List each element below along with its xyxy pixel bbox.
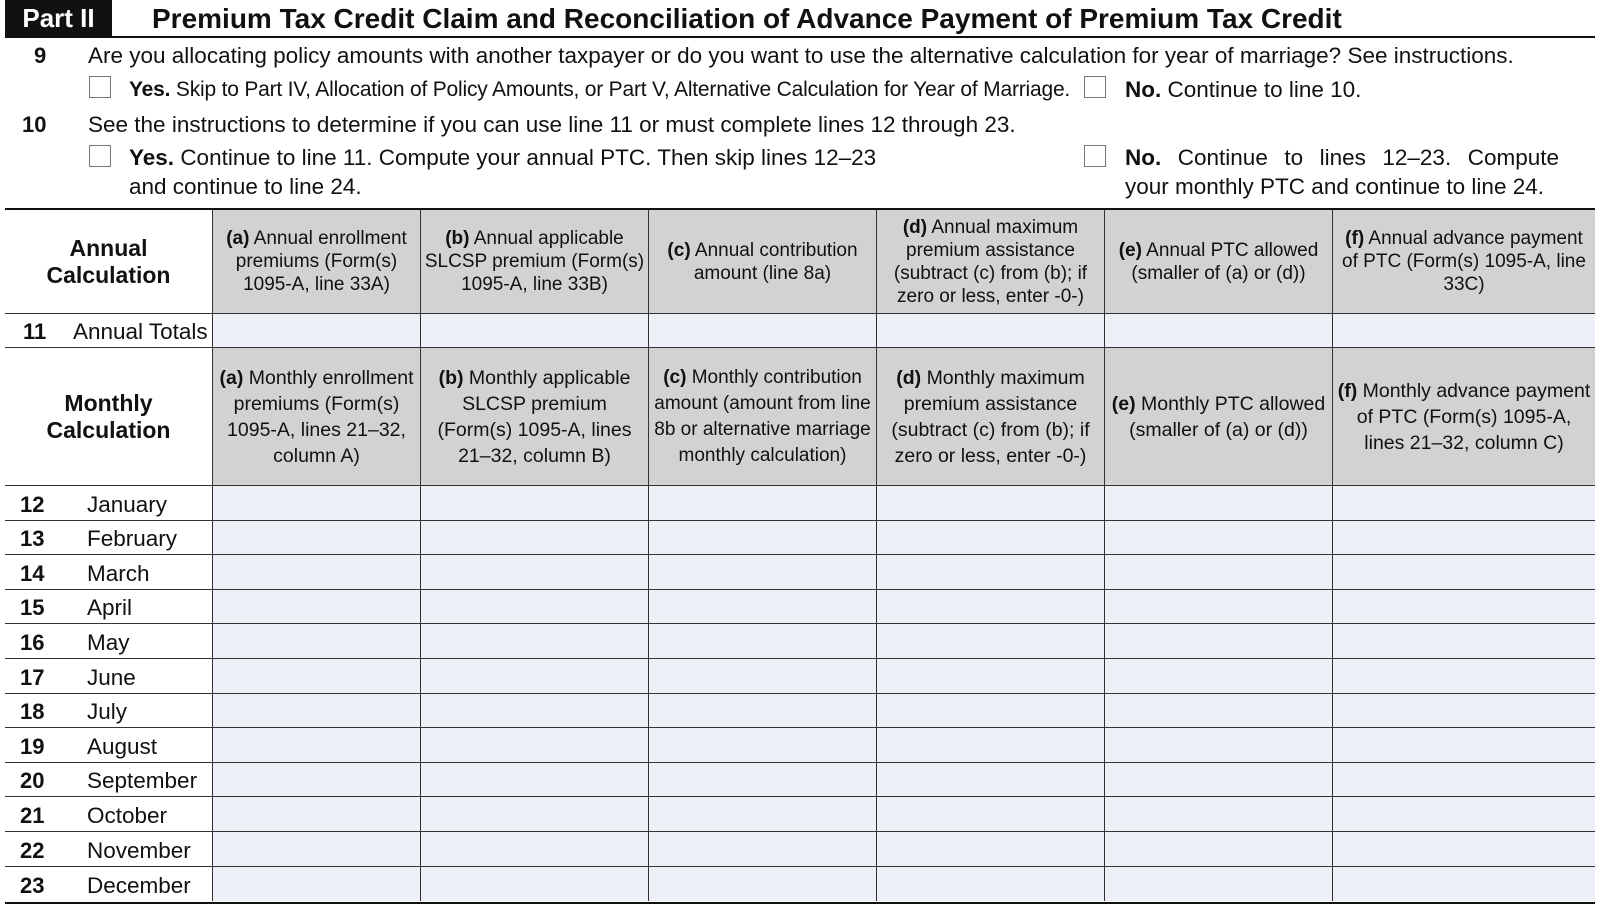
col-letter: (b)	[438, 366, 464, 389]
monthly-row	[5, 763, 1595, 798]
monthly-row	[5, 624, 1595, 659]
ptc-calculation-table	[5, 208, 1595, 904]
monthly-col-b-input[interactable]	[420, 832, 648, 866]
monthly-col-b-input[interactable]	[420, 486, 648, 520]
monthly-row-label	[5, 590, 212, 624]
monthly-col-f-header	[1332, 348, 1595, 485]
monthly-col-b-input[interactable]	[420, 659, 648, 693]
monthly-col-e-input[interactable]	[1104, 659, 1332, 693]
col-letter: (e)	[1111, 392, 1136, 415]
annual-totals-row	[5, 314, 1595, 348]
monthly-row-label	[5, 659, 212, 693]
monthly-row-label	[5, 624, 212, 658]
monthly-row-label	[5, 521, 212, 555]
annual-title-line-2: Calculation	[46, 261, 171, 288]
line-9-yes-text: Skip to Part IV, Allocation of Policy Amounts, or Part V, Alternative Calculation for Year of Marriage.	[175, 78, 1071, 101]
monthly-col-c-input[interactable]	[648, 694, 876, 728]
monthly-col-d-input[interactable]	[876, 694, 1104, 728]
monthly-col-b-input[interactable]	[420, 763, 648, 797]
line-9-yes-checkbox[interactable]	[89, 76, 111, 98]
monthly-row-label	[5, 832, 212, 866]
month-label: January	[87, 491, 168, 517]
line-11-col-f-input[interactable]	[1332, 314, 1595, 347]
monthly-col-a-input[interactable]	[212, 694, 420, 728]
col-letter: (a)	[219, 366, 244, 389]
monthly-col-f-input[interactable]	[1332, 624, 1595, 658]
line-9-number: 9	[34, 43, 47, 68]
line-number: 22	[20, 837, 45, 863]
part-title: Premium Tax Credit Claim and Reconciliation of Advance Payment of Premium Tax Credit	[152, 3, 1342, 34]
line-9-yes-label: Yes.	[129, 78, 171, 101]
monthly-row	[5, 832, 1595, 867]
monthly-col-b-input[interactable]	[420, 728, 648, 762]
col-letter: (d)	[896, 366, 922, 389]
monthly-header-row	[5, 348, 1595, 486]
monthly-col-c-input[interactable]	[648, 867, 876, 902]
annual-totals-text: Annual Totals	[73, 319, 208, 344]
line-10-yes-label: Yes.	[129, 145, 175, 170]
monthly-col-b-input[interactable]	[420, 867, 648, 902]
monthly-col-b-input[interactable]	[420, 694, 648, 728]
monthly-col-a-input[interactable]	[212, 832, 420, 866]
monthly-col-e-input[interactable]	[1104, 763, 1332, 797]
monthly-col-c-header	[648, 348, 876, 485]
monthly-col-c-input[interactable]	[648, 763, 876, 797]
monthly-col-c-input[interactable]	[648, 486, 876, 520]
col-text: Monthly PTC allowed (smaller of (a) or (d))	[1129, 392, 1326, 441]
line-11-col-b-input[interactable]	[420, 314, 648, 347]
monthly-col-d-input[interactable]	[876, 763, 1104, 797]
monthly-col-d-input[interactable]	[876, 797, 1104, 831]
monthly-col-d-input[interactable]	[876, 728, 1104, 762]
month-label: August	[87, 733, 158, 759]
line-9-question: Are you allocating policy amounts with another taxpayer or do you want to use the alternative calculation for year of marriage? See instructions.	[88, 43, 1514, 68]
month-label: October	[87, 802, 168, 828]
monthly-row-label	[5, 867, 212, 902]
monthly-col-a-input[interactable]	[212, 555, 420, 589]
monthly-col-c-input[interactable]	[648, 728, 876, 762]
monthly-col-b-input[interactable]	[420, 624, 648, 658]
month-label: March	[87, 560, 150, 586]
line-number: 19	[20, 733, 45, 759]
monthly-col-b-input[interactable]	[420, 797, 648, 831]
monthly-col-e-input[interactable]	[1104, 694, 1332, 728]
annual-header-row	[5, 210, 1595, 314]
line-number: 13	[20, 526, 45, 552]
month-label: February	[87, 526, 178, 552]
line-10-number: 10	[22, 112, 47, 137]
monthly-col-d-input[interactable]	[876, 521, 1104, 555]
line-number: 16	[20, 629, 45, 655]
line-number: 18	[20, 699, 45, 725]
line-number: 17	[20, 664, 45, 690]
monthly-col-a-input[interactable]	[212, 624, 420, 658]
monthly-row	[5, 486, 1595, 521]
monthly-row-label	[5, 797, 212, 831]
annual-col-f-header	[1332, 210, 1595, 313]
monthly-row-label	[5, 728, 212, 762]
line-9-no-label: No.	[1125, 77, 1162, 102]
annual-col-b-header	[420, 210, 648, 313]
line-10-question: See the instructions to determine if you can use line 11 or must complete lines 12 through 23.	[88, 112, 1016, 137]
monthly-col-a-input[interactable]	[212, 590, 420, 624]
line-11-col-c-input[interactable]	[648, 314, 876, 347]
monthly-row	[5, 728, 1595, 763]
monthly-row	[5, 659, 1595, 694]
col-letter: (a)	[226, 228, 250, 249]
monthly-col-d-input[interactable]	[876, 659, 1104, 693]
monthly-col-f-input[interactable]	[1332, 728, 1595, 762]
monthly-row-label	[5, 694, 212, 728]
part-header	[5, 0, 1595, 38]
line-10-no-text-1: Continue to lines 12–23. Compute	[1177, 145, 1559, 170]
monthly-col-f-input[interactable]	[1332, 659, 1595, 693]
monthly-row	[5, 555, 1595, 590]
col-letter: (b)	[445, 228, 470, 249]
monthly-col-b-header	[420, 348, 648, 485]
col-letter: (f)	[1345, 228, 1365, 249]
annual-totals-label	[5, 314, 212, 347]
annual-col-a-header	[212, 210, 420, 313]
line-number: 21	[20, 802, 45, 828]
line-10-yes-text-1: Continue to line 11. Compute your annual PTC. Then skip lines 12–23	[180, 145, 877, 170]
col-text: Monthly applicable SLCSP premium (Form(s) 1095-A, lines 21–32, column B)	[437, 366, 632, 467]
monthly-row	[5, 694, 1595, 729]
monthly-col-d-input[interactable]	[876, 832, 1104, 866]
monthly-col-e-input[interactable]	[1104, 486, 1332, 520]
annual-col-e-header	[1104, 210, 1332, 313]
col-text: Monthly enrollment premiums (Form(s) 1095-A, lines 21–32, column A)	[227, 366, 414, 467]
part-label: Part II	[5, 0, 112, 36]
monthly-col-a-header	[212, 348, 420, 485]
monthly-row	[5, 590, 1595, 625]
col-letter: (f)	[1337, 379, 1358, 402]
line-10-yes-checkbox[interactable]	[89, 145, 111, 167]
monthly-row	[5, 867, 1595, 902]
month-label: November	[87, 837, 191, 863]
line-11-col-e-input[interactable]	[1104, 314, 1332, 347]
col-text: Annual advance payment of PTC (Form(s) 1095-A, line 33C)	[1342, 228, 1586, 295]
col-text: Monthly advance payment of PTC (Form(s) 1095-A, lines 21–32, column C)	[1356, 379, 1591, 454]
month-label: July	[87, 699, 128, 725]
monthly-row-label	[5, 486, 212, 520]
monthly-col-e-input[interactable]	[1104, 590, 1332, 624]
line-number: 20	[20, 768, 45, 794]
monthly-col-a-input[interactable]	[212, 659, 420, 693]
monthly-col-f-input[interactable]	[1332, 590, 1595, 624]
monthly-col-b-input[interactable]	[420, 521, 648, 555]
line-number: 23	[20, 873, 45, 899]
line-11-col-d-input[interactable]	[876, 314, 1104, 347]
monthly-col-f-input[interactable]	[1332, 867, 1595, 902]
monthly-col-e-header	[1104, 348, 1332, 485]
monthly-col-c-input[interactable]	[648, 590, 876, 624]
month-label: December	[87, 873, 191, 899]
col-text: Monthly contribution amount (amount from line 8b or alternative marriage monthly calculation)	[654, 366, 871, 466]
monthly-row-label	[5, 555, 212, 589]
col-letter: (c)	[663, 366, 687, 388]
monthly-col-c-input[interactable]	[648, 832, 876, 866]
line-9-yes-option	[129, 75, 1070, 104]
monthly-col-d-input[interactable]	[876, 624, 1104, 658]
col-text: Annual contribution amount (line 8a)	[693, 239, 858, 284]
monthly-col-a-input[interactable]	[212, 521, 420, 555]
line-10-no-text-2: your monthly PTC and continue to line 24.	[1125, 174, 1544, 199]
monthly-col-a-input[interactable]	[212, 797, 420, 831]
col-text: Monthly maximum premium assistance (subtract (c) from (b); if zero or less, enter -0-)	[891, 366, 1090, 467]
col-text: Annual maximum premium assistance (subtract (c) from (b); if zero or less, enter -0-)	[893, 216, 1088, 307]
line-11-col-a-input[interactable]	[212, 314, 420, 347]
annual-title-line-1: Annual	[69, 234, 148, 261]
monthly-col-c-input[interactable]	[648, 624, 876, 658]
monthly-col-f-input[interactable]	[1332, 763, 1595, 797]
monthly-col-d-input[interactable]	[876, 867, 1104, 902]
line-10-no-label: No.	[1125, 145, 1162, 170]
col-letter: (d)	[902, 216, 928, 238]
monthly-title-line-1: Monthly	[64, 389, 153, 416]
line-9-no-checkbox[interactable]	[1084, 76, 1106, 98]
line-9-no-text: Continue to line 10.	[1167, 77, 1362, 102]
annual-calculation-title	[5, 210, 212, 313]
monthly-col-e-input[interactable]	[1104, 832, 1332, 866]
monthly-col-e-input[interactable]	[1104, 797, 1332, 831]
monthly-col-a-input[interactable]	[212, 728, 420, 762]
line-10-no-option	[1125, 143, 1559, 201]
annual-col-c-header	[648, 210, 876, 313]
monthly-col-f-input[interactable]	[1332, 486, 1595, 520]
line-10-yes-text-2: and continue to line 24.	[129, 174, 362, 199]
line-10-yes-option	[129, 143, 876, 201]
line-number: 12	[20, 491, 45, 517]
monthly-col-d-input[interactable]	[876, 486, 1104, 520]
col-letter: (c)	[667, 239, 691, 261]
monthly-col-d-header	[876, 348, 1104, 485]
monthly-row-label	[5, 763, 212, 797]
month-label: April	[87, 595, 133, 621]
line-11-number: 11	[23, 319, 47, 344]
monthly-col-f-input[interactable]	[1332, 832, 1595, 866]
monthly-col-e-input[interactable]	[1104, 624, 1332, 658]
monthly-col-a-input[interactable]	[212, 763, 420, 797]
monthly-row	[5, 797, 1595, 832]
line-number: 15	[20, 595, 45, 621]
monthly-col-c-input[interactable]	[648, 555, 876, 589]
col-letter: (e)	[1118, 239, 1142, 261]
monthly-row	[5, 521, 1595, 556]
monthly-col-f-input[interactable]	[1332, 555, 1595, 589]
monthly-col-c-input[interactable]	[648, 659, 876, 693]
line-number: 14	[20, 560, 45, 586]
col-text: Annual applicable SLCSP premium (Form(s) 1095-A, line 33B)	[424, 228, 645, 295]
monthly-col-c-input[interactable]	[648, 797, 876, 831]
month-label: May	[87, 629, 130, 655]
monthly-col-c-input[interactable]	[648, 521, 876, 555]
col-text: Annual PTC allowed (smaller of (a) or (d))	[1131, 239, 1319, 284]
monthly-col-f-input[interactable]	[1332, 521, 1595, 555]
monthly-calculation-title	[5, 348, 212, 485]
monthly-col-e-input[interactable]	[1104, 867, 1332, 902]
monthly-col-b-input[interactable]	[420, 555, 648, 589]
monthly-title-line-2: Calculation	[46, 416, 171, 443]
monthly-col-d-input[interactable]	[876, 555, 1104, 589]
monthly-col-d-input[interactable]	[876, 590, 1104, 624]
monthly-col-e-input[interactable]	[1104, 728, 1332, 762]
monthly-col-a-input[interactable]	[212, 486, 420, 520]
monthly-col-b-input[interactable]	[420, 590, 648, 624]
monthly-col-f-input[interactable]	[1332, 694, 1595, 728]
month-label: September	[87, 768, 198, 794]
annual-col-d-header	[876, 210, 1104, 313]
monthly-col-f-input[interactable]	[1332, 797, 1595, 831]
monthly-col-e-input[interactable]	[1104, 521, 1332, 555]
line-10-no-checkbox[interactable]	[1084, 145, 1106, 167]
monthly-col-e-input[interactable]	[1104, 555, 1332, 589]
line-9-no-option	[1125, 75, 1361, 104]
col-text: Annual enrollment premiums (Form(s) 1095-A, line 33A)	[235, 228, 407, 295]
monthly-col-a-input[interactable]	[212, 867, 420, 902]
month-label: June	[87, 664, 136, 690]
